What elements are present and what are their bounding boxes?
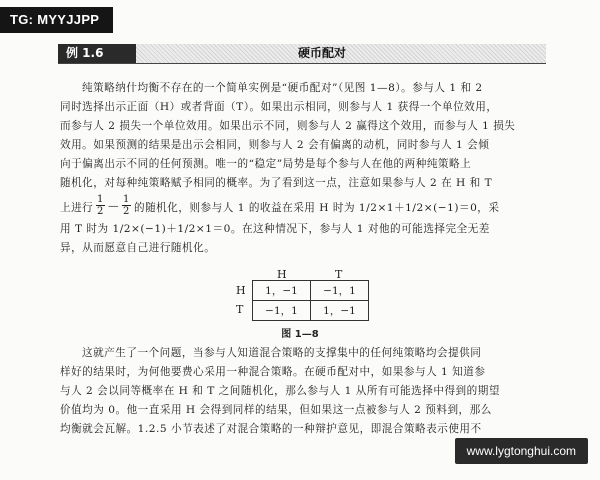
matrix-row [253,281,369,301]
matrix-col-label: H [277,268,287,281]
matrix-cell: 1，−1 [253,281,311,301]
text-line: 向于偏离出示不同的任何预测。唯一的“稳定”局势是每个参与人在他的两种纯策略上 [60,158,472,170]
frac-denominator: 2 [97,206,104,217]
frac-denominator: 2 [123,206,130,217]
matrix-cell: −1，1 [253,301,311,321]
fraction-2 [122,194,131,217]
text-line: 价值均为 0。他一直采用 H 会得到同样的结果，但如果这一点被参与人 2 预料到，那么 [60,404,492,416]
matrix-col-label: T [335,268,343,281]
text-line: 同时选择出示正面（H）或者背面（T）。如果出示相同，则参与人 1 获得一个单位效用， [60,101,498,113]
text-line: 样好的结果时，为何他要费心采用一种混合策略。在硬币配对中，如果参与人 1 知道参 [60,366,486,378]
frac-prefix: 上进行 [60,202,94,214]
example-title: 硬币配对 [297,46,346,60]
text-line: 与人 2 会以同等概率在 H 和 T 之间随机化，那么参与人 1 从所有可能选择中得到的期望 [60,385,500,397]
fraction-line [60,194,544,218]
frac-numerator: 1 [97,194,104,205]
fraction-1 [96,194,105,217]
matrix-row-label: H [236,284,246,297]
matrix-row-label: T [236,303,244,316]
matrix-row [253,301,369,321]
payoff-matrix [252,280,369,321]
source-tag: TG: MYYJJPP [0,7,113,33]
figure-caption: 图 1—8 [281,329,319,340]
text-line: 纯策略纳什均衡不存在的一个简单实例是“硬币配对”（见图 1—8）。参与人 1 和 2 [82,82,483,94]
example-header [58,44,546,64]
text-line: 异，从而愿意自己进行随机化。 [60,242,216,254]
frac-numerator: 1 [123,194,130,205]
text-line: 效用。如果预测的结果是出示会相同，则参与人 2 会有偏离的动机，同时参与人 1 会倾 [60,139,490,151]
example-label: 例 1.6 [58,44,136,63]
matrix-cell: −1，1 [311,281,369,301]
text-line: 均衡就会瓦解。1.2.5 小节表述了对混合策略的一种辩护意见，即混合策略表示使用不 [60,423,482,435]
text-line: 用 T 时为 1/2×(−1)＋1/2×1＝0。在这种情况下，参与人 1 对他的可能选择完全无差 [60,223,490,235]
frac-suffix: 的随机化，则参与人 1 的收益在采用 H 时为 1/2×1＋1/2×(−1)＝0，采 [134,202,500,214]
text-line: 这就产生了一个问题，当参与人知道混合策略的支撑集中的任何纯策略均会提供同 [82,347,482,359]
text-line: 而参与人 2 损失一个单位效用。如果出示不同，则参与人 2 赢得这个效用，而参与人 1 损失 [60,120,516,132]
site-watermark: www.lygtonghui.com [455,438,588,464]
frac-dash: — [108,200,120,212]
text-line: 随机化，对每种纯策略赋予相同的概率。为了看到这一点，注意如果参与人 2 在 H 和 T [60,177,493,189]
matrix-cell: 1，−1 [311,301,369,321]
